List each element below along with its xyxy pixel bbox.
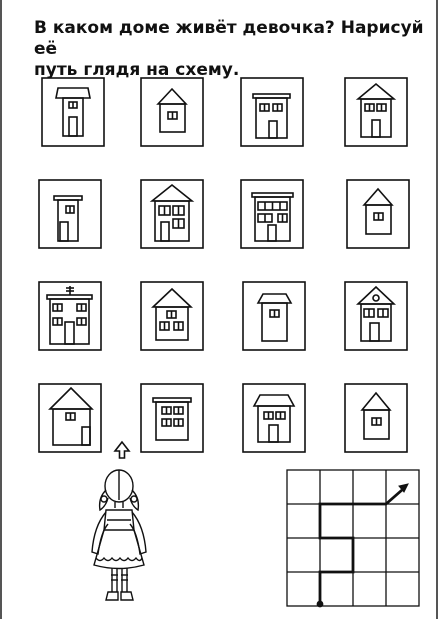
girl-figure — [92, 470, 146, 600]
house-card-3-2[interactable] — [141, 282, 203, 350]
house-card-2-1[interactable] — [39, 180, 101, 248]
house-card-1-2[interactable] — [141, 78, 203, 146]
task-title-line-1: В каком доме живёт девочка? Нарисуй её — [34, 18, 424, 59]
house-card-3-4[interactable] — [345, 282, 407, 350]
worksheet-drawing — [2, 0, 438, 619]
house-card-4-2[interactable] — [141, 384, 203, 452]
house-card-1-1[interactable] — [42, 78, 104, 146]
house-card-2-3[interactable] — [241, 180, 303, 248]
house-card-2-2[interactable] — [141, 180, 203, 248]
up-arrow-icon — [115, 442, 129, 458]
task-title-line-2: путь глядя на схему. — [34, 60, 240, 80]
scheme-path-line — [318, 490, 402, 606]
house-card-4-3[interactable] — [243, 384, 305, 452]
house-card-1-3[interactable] — [241, 78, 303, 146]
house-card-4-4[interactable] — [345, 384, 407, 452]
house-card-3-1[interactable] — [39, 282, 101, 350]
house-card-2-4[interactable] — [347, 180, 409, 248]
house-card-1-4[interactable] — [345, 78, 407, 146]
house-card-3-3[interactable] — [243, 282, 305, 350]
house-card-4-1[interactable] — [39, 384, 101, 452]
